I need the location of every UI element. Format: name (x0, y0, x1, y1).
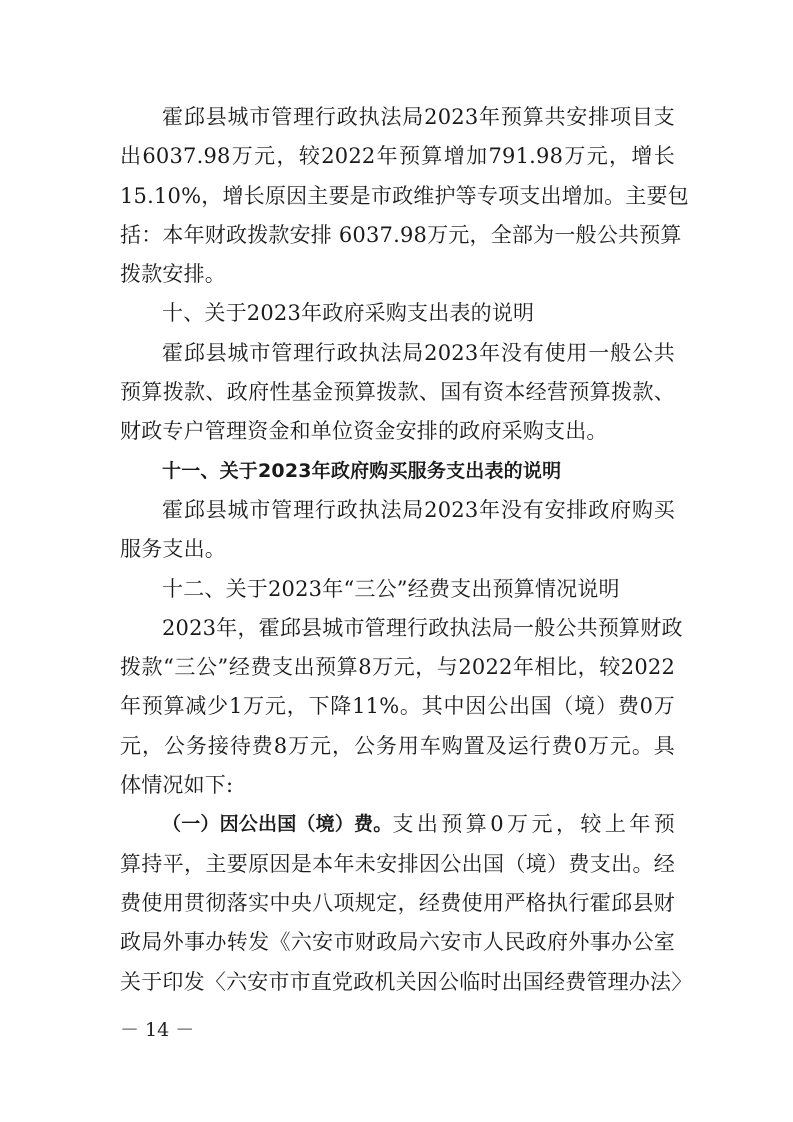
paragraph-line: 预算拨款、政府性基金预算拨款、国有资本经营预算拨款、 (120, 380, 675, 405)
paragraph-line: 霍邱县城市管理行政执法局2023年没有安排政府购买 (162, 497, 675, 522)
paragraph-line: 霍邱县城市管理行政执法局2023年没有使用一般公共 (162, 340, 675, 365)
paragraph-line: 体情况如下: (120, 773, 234, 798)
paragraph-line: 元，公务接待费8万元，公务用车购置及运行费0万元。具 (120, 733, 675, 758)
paragraph-line: 政局外事办转发《六安市财政局六安市人民政府外事办公室 (120, 930, 675, 955)
paragraph-line: 算持平，主要原因是本年未安排因公出国（境）费支出。经 (120, 851, 675, 876)
paragraph-line: 2023年，霍邱县城市管理行政执法局一般公共预算财政 (162, 615, 683, 640)
subsection-heading: （一）因公出国（境）费。 (162, 813, 393, 836)
paragraph-line: 年预算减少1万元，下降11%。其中因公出国（境）费0万 (120, 694, 675, 719)
subsection-line (120, 805, 675, 844)
paragraph-line: 关于印发〈六安市市直党政机关因公临时出国经费管理办法〉 (120, 969, 693, 994)
paragraph-line: 财政专户管理资金和单位资金安排的政府采购支出。 (120, 419, 608, 444)
section-heading-12: 十二、关于2023年“三公”经费支出预算情况说明 (162, 576, 620, 601)
paragraph-line: 服务支出。 (120, 537, 226, 562)
paragraph-line: 出6037.98万元，较2022年预算增加791.98万元，增长 (120, 144, 675, 169)
section-heading-11: 十一、关于2023年政府购买服务支出表的说明 (162, 459, 562, 482)
section-heading-10: 十、关于2023年政府采购支出表的说明 (162, 301, 535, 326)
page-number: － 14 － (120, 1019, 195, 1041)
paragraph-line: 霍邱县城市管理行政执法局2023年预算共安排项目支 (162, 105, 675, 129)
paragraph-line: 费使用贯彻落实中央八项规定，经费使用严格执行霍邱县财 (120, 890, 675, 915)
paragraph-line: 15.10%，增长原因主要是市政维护等专项支出增加。主要包 (120, 183, 689, 208)
paragraph-line: 括：本年财政拨款安排 6037.98万元，全部为一般公共预算 (120, 222, 682, 247)
paragraph-line: 拨款安排。 (120, 262, 226, 287)
paragraph-line: 拨款“三公”经费支出预算8万元，与2022年相比，较2022 (120, 655, 675, 680)
subsection-text: 支出预算0万元，较上年预 (392, 812, 675, 837)
document-body (120, 98, 693, 1002)
